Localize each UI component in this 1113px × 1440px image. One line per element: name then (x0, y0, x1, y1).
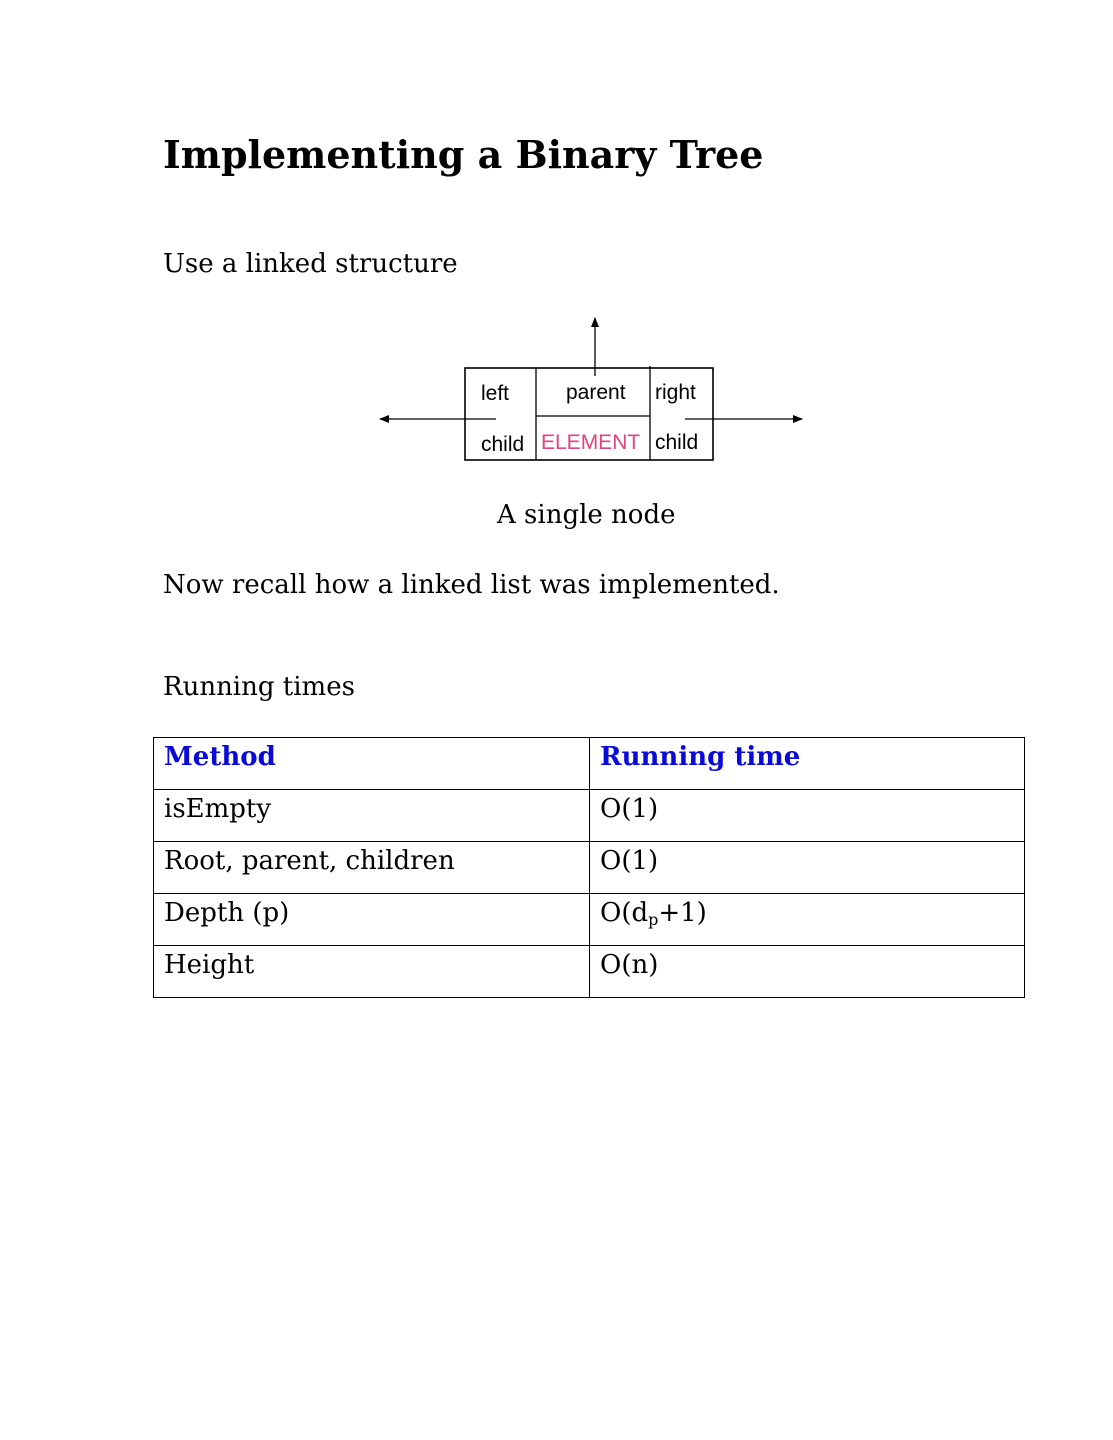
right-label: right (655, 381, 696, 404)
running-times-table (153, 737, 1025, 998)
table-row (154, 842, 1025, 894)
recall-text: Now recall how a linked list was implemented. (163, 570, 780, 600)
page-title: Implementing a Binary Tree (163, 132, 764, 177)
time-suffix: +1) (658, 898, 707, 928)
cell-method: isEmpty (154, 790, 590, 842)
cell-method: Depth (p) (154, 894, 590, 946)
cell-time: O(1) (590, 842, 1025, 894)
cell-time: O(n) (590, 946, 1025, 998)
cell-method: Root, parent, children (154, 842, 590, 894)
time-prefix: O(d (600, 898, 649, 928)
left-label: left (481, 382, 510, 405)
left-child-label: child (481, 433, 525, 456)
cell-method: Height (154, 946, 590, 998)
table-row (154, 790, 1025, 842)
time-subscript: p (648, 910, 659, 929)
running-times-label: Running times (163, 672, 355, 702)
header-method: Method (154, 738, 590, 790)
table-row (154, 894, 1025, 946)
table-header-row (154, 738, 1025, 790)
header-running-time: Running time (590, 738, 1025, 790)
intro-text: Use a linked structure (163, 249, 458, 279)
node-diagram (370, 310, 810, 470)
right-child-label: child (655, 431, 699, 454)
diagram-caption: A single node (497, 500, 676, 530)
parent-label: parent (566, 381, 626, 404)
cell-time (590, 894, 1025, 946)
element-label: ELEMENT (541, 431, 641, 454)
table-row (154, 946, 1025, 998)
cell-time: O(1) (590, 790, 1025, 842)
